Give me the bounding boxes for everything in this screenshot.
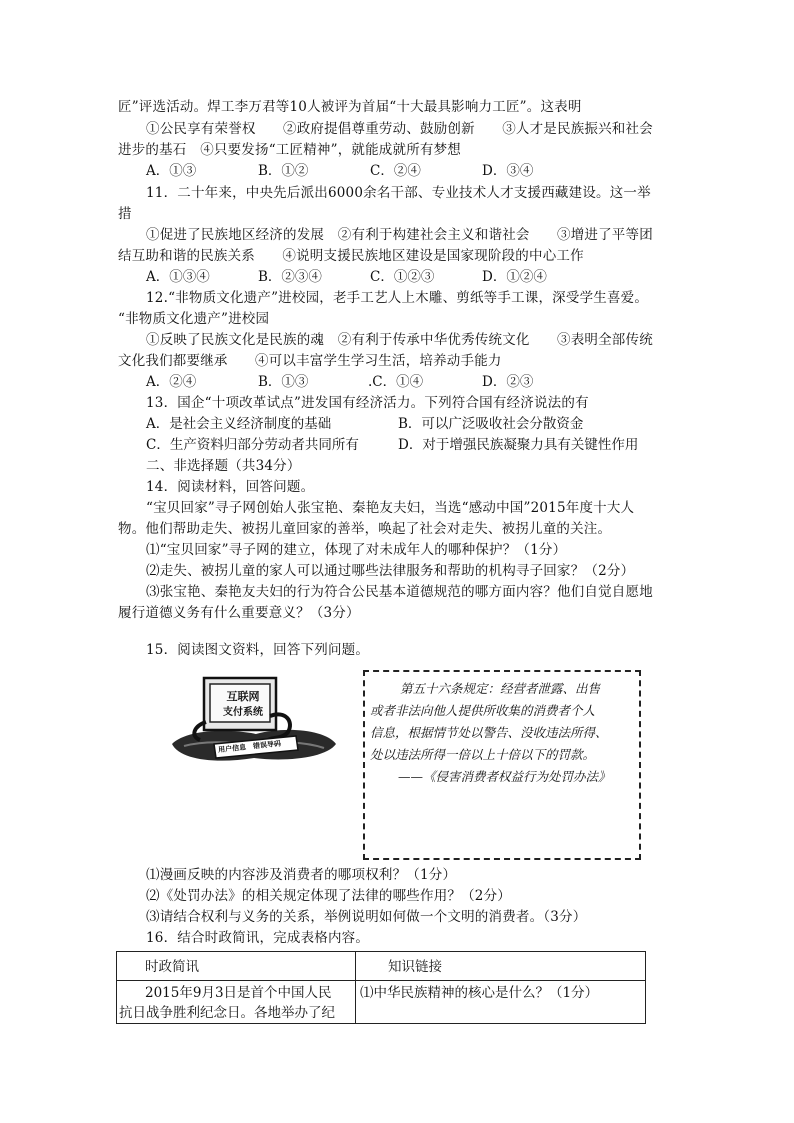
q11-statement-2: 结互助和谐的民族关系 ④说明支援民族地区建设是国家现阶段的中心工作 [118,248,584,264]
cartoon-sign-line-1: 互联网 [226,690,260,703]
q13-option-b: B．可以广泛吸收社会分散资金 [398,416,584,432]
table-cell-news-line-1: 2015年9月3日是首个中国人民 [145,985,332,1001]
q10-option-d: D．③④ [482,163,534,179]
q15-part-2: ⑵《处罚办法》的相关规定体现了法律的哪些作用？（2分） [146,888,511,904]
news-knowledge-table [116,951,646,1024]
q11-option-d: D．①②④ [482,269,547,285]
q14-part-3-cont: 履行道德义务有什么重要意义？（3分） [118,605,360,621]
q11-option-b: B．②③④ [258,269,322,285]
cartoon-drawing [166,670,340,766]
q15-part-3: ⑶请结合权利与义务的关系，举例说明如何做一个文明的消费者。（3分） [146,909,587,925]
q11-stem-cont: 措 [118,206,132,222]
cartoon-banner-text: 用户信息 错误导码 [217,739,282,755]
q13-option-a: A．是社会主义经济制度的基础 [146,416,332,432]
q13-option-c: C．生产资料归部分劳动者共同所有 [146,437,359,453]
q14-part-2: ⑵走失、被拐儿童的家人可以通过哪些法律服务和帮助的机构寻子回家？（2分） [146,563,635,579]
q12-option-a: A．②④ [146,374,197,390]
q14-material-1: “宝贝回家”寻子网创始人张宝艳、秦艳友夫妇，当选“感动中国”2015年度十大人 [146,500,635,516]
quote-line-1: 第五十六条规定：经营者泄露、出售 [400,681,601,696]
q12-stem: 12.“非物质文化遗产”进校园，老手工艺人上木雕、剪纸等手工课，深受学生喜爱。 [146,290,649,306]
quote-line-2: 或者非法向他人提供所收集的消费者个人 [370,703,596,718]
q14-material-2: 物。他们帮助走失、被拐儿童回家的善举，唤起了社会对走失、被拐儿童的关注。 [118,521,612,537]
q12-statement-2: 文化我们都要继承 ④可以丰富学生学习生活，培养动手能力 [118,353,502,369]
q10-option-a: A．①③ [146,163,197,179]
q12-statement-1: ①反映了民族文化是民族的魂 ②有利于传承中华优秀传统文化 ③表明全部传统 [146,332,653,348]
q15-stem: 15．阅读图文资料，回答下列问题。 [146,642,370,658]
q11-stem: 11．二十年来，中央先后派出6000余名干部、专业技术人才支援西藏建设。这一举 [146,185,651,201]
quote-source: ——《侵害消费者权益行为处罚办法》 [398,769,611,784]
q13-option-d: D．对于增强民族凝聚力具有关键性作用 [398,437,639,453]
q12-option-c: .C．①④ [368,374,424,390]
q14-part-1: ⑴“宝贝回家”寻子网的建立，体现了对未成年人的哪种保护？（1分） [146,542,567,558]
q11-statement-1: ①促进了民族地区经济的发展 ②有利于构建社会主义和谐社会 ③增进了平等团 [146,227,653,243]
q14-part-3: ⑶张宝艳、秦艳友夫妇的行为符合公民基本道德规范的哪方面内容？他们自觉自愿地 [146,584,653,600]
cartoon-sign-line-2: 支付系统 [223,707,263,718]
q11-option-a: A．①③④ [146,269,210,285]
q16-stem: 16．结合时政简讯，完成表格内容。 [146,930,370,946]
table-cell-knowledge-q1: ⑴中华民族精神的核心是什么？（1分） [360,985,599,1001]
cartoon-illustration [166,670,340,766]
q10-statement-2: 进步的基石 ④只要发扬“工匠精神”，就能成就所有梦想 [118,142,462,158]
q12-option-b: B．①③ [258,374,309,390]
q10-statement-1: ①公民享有荣誉权 ②政府提倡尊重劳动、鼓励创新 ③人才是民族振兴和社会 [146,121,653,137]
section-heading-part2: 二、非选择题（共34分） [146,458,301,474]
q10-option-c: C．②④ [370,163,421,179]
table-header-knowledge: 知识链接 [388,959,442,975]
q11-option-c: C．①②③ [370,269,435,285]
q12-stem-cont: “非物质文化遗产”进校园 [118,311,270,327]
q15-part-1: ⑴漫画反映的内容涉及消费者的哪项权利？（1分） [146,867,457,883]
table-header-news: 时政简讯 [145,959,199,975]
quote-line-4: 处以违法所得一倍以上十倍以下的罚款。 [370,747,596,762]
q10-stem: 匠”评选活动。焊工李万君等10人被评为首届“十大最具影响力工匠”。这表明 [118,99,582,115]
quote-line-3: 信息，根据情节处以警告、没收违法所得、 [370,725,608,740]
q14-stem: 14．阅读材料，回答问题。 [146,479,315,495]
q10-option-b: B．①② [258,163,309,179]
table-cell-news-line-2: 抗日战争胜利纪念日。各地举办了纪 [119,1005,335,1021]
q12-option-d: D．②③ [482,374,534,390]
q13-stem: 13．国企“十项改革试点”进发国有经济活力。下列符合国有经济说法的有 [146,395,589,411]
